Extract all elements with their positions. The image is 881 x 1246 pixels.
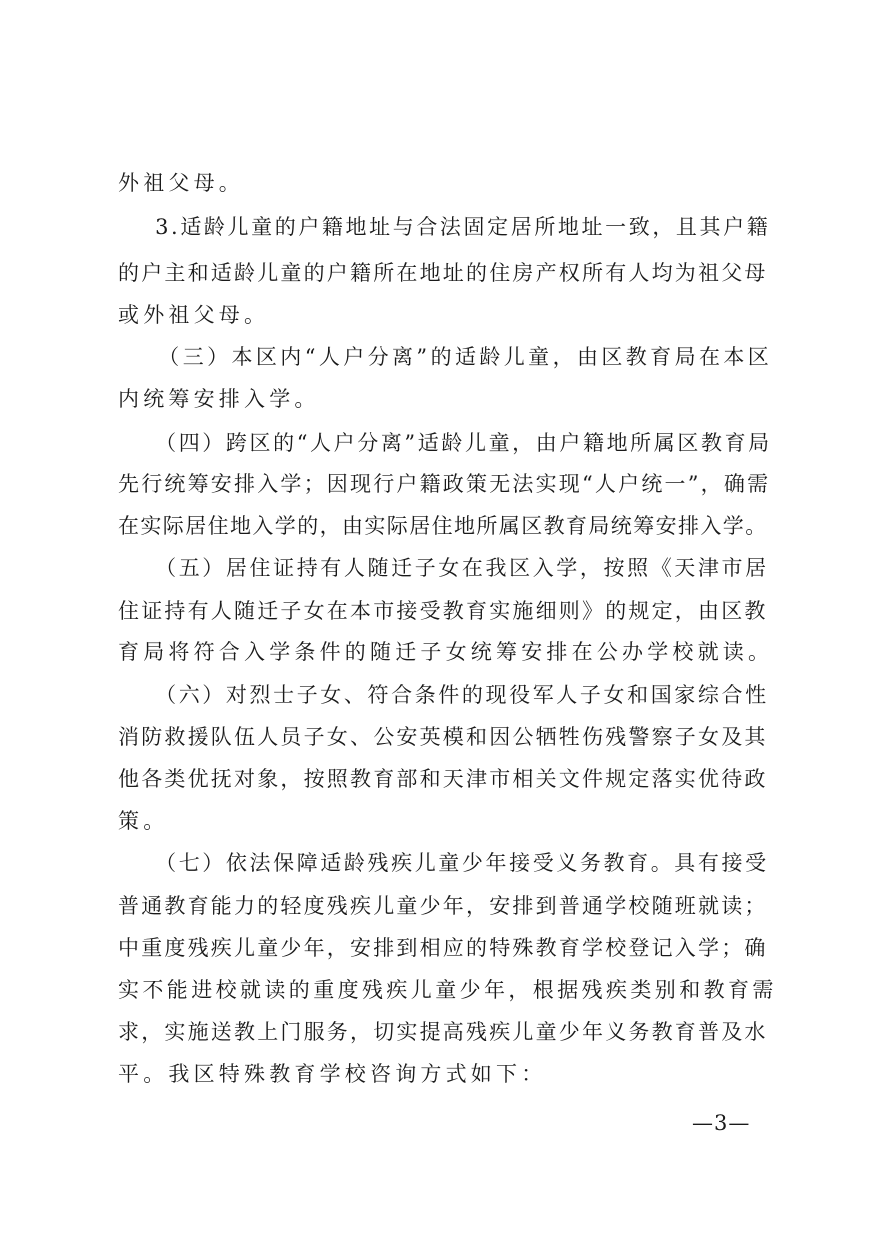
text-line: 求，实施送教上门服务，切实提高残疾儿童少年义务教育普及水 xyxy=(118,1020,768,1044)
text-line: 策。 xyxy=(118,809,169,833)
text-line: （三）本区内“人户分离”的适龄儿童，由区教育局在本区 xyxy=(118,345,773,369)
text-line: 内统筹安排入学。 xyxy=(118,387,320,411)
page-number: —3— xyxy=(692,1111,751,1135)
text-line: 或外祖父母。 xyxy=(118,303,270,327)
text-line: 育局将符合入学条件的随迁子女统筹安排在公办学校就读。 xyxy=(118,640,774,664)
text-line: 消防救援队伍人员子女、公安英模和因公牺牲伤残警察子女及其 xyxy=(118,725,768,749)
text-line: （四）跨区的“人户分离”适龄儿童，由户籍地所属区教育局 xyxy=(118,431,772,455)
text-line: 平。我区特殊教育学校咨询方式如下： xyxy=(118,1062,547,1086)
text-line: （五）居住证持有人随迁子女在我区入学，按照《天津市居 xyxy=(118,556,769,580)
text-line: 实不能进校就读的重度残疾儿童少年，根据残疾类别和教育需 xyxy=(118,978,777,1002)
text-line: 的户主和适龄儿童的户籍所在地址的住房产权所有人均为祖父母 xyxy=(118,261,768,285)
text-line: 中重度残疾儿童少年，安排到相应的特殊教育学校登记入学；确 xyxy=(118,936,768,960)
text-line: 他各类优抚对象，按照教育部和天津市相关文件规定落实优待政 xyxy=(118,767,768,791)
text-line: 外祖父母。 xyxy=(118,171,244,195)
text-line: 住证持有人随迁子女在本市接受教育实施细则》的规定，由区教 xyxy=(118,599,768,623)
text-line: 在实际居住地入学的，由实际居住地所属区教育局统筹安排入学。 xyxy=(118,514,768,538)
text-line: 3.适龄儿童的户籍地址与合法固定居所地址一致，且其户籍 xyxy=(118,215,771,239)
text-line: 先行统筹安排入学；因现行户籍政策无法实现“人户统一”，确需 xyxy=(118,472,771,496)
text-line: （六）对烈士子女、符合条件的现役军人子女和国家综合性 xyxy=(118,683,769,707)
text-line: （七）依法保障适龄残疾儿童少年接受义务教育。具有接受 xyxy=(118,851,769,875)
text-line: 普通教育能力的轻度残疾儿童少年，安排到普通学校随班就读； xyxy=(118,894,768,918)
